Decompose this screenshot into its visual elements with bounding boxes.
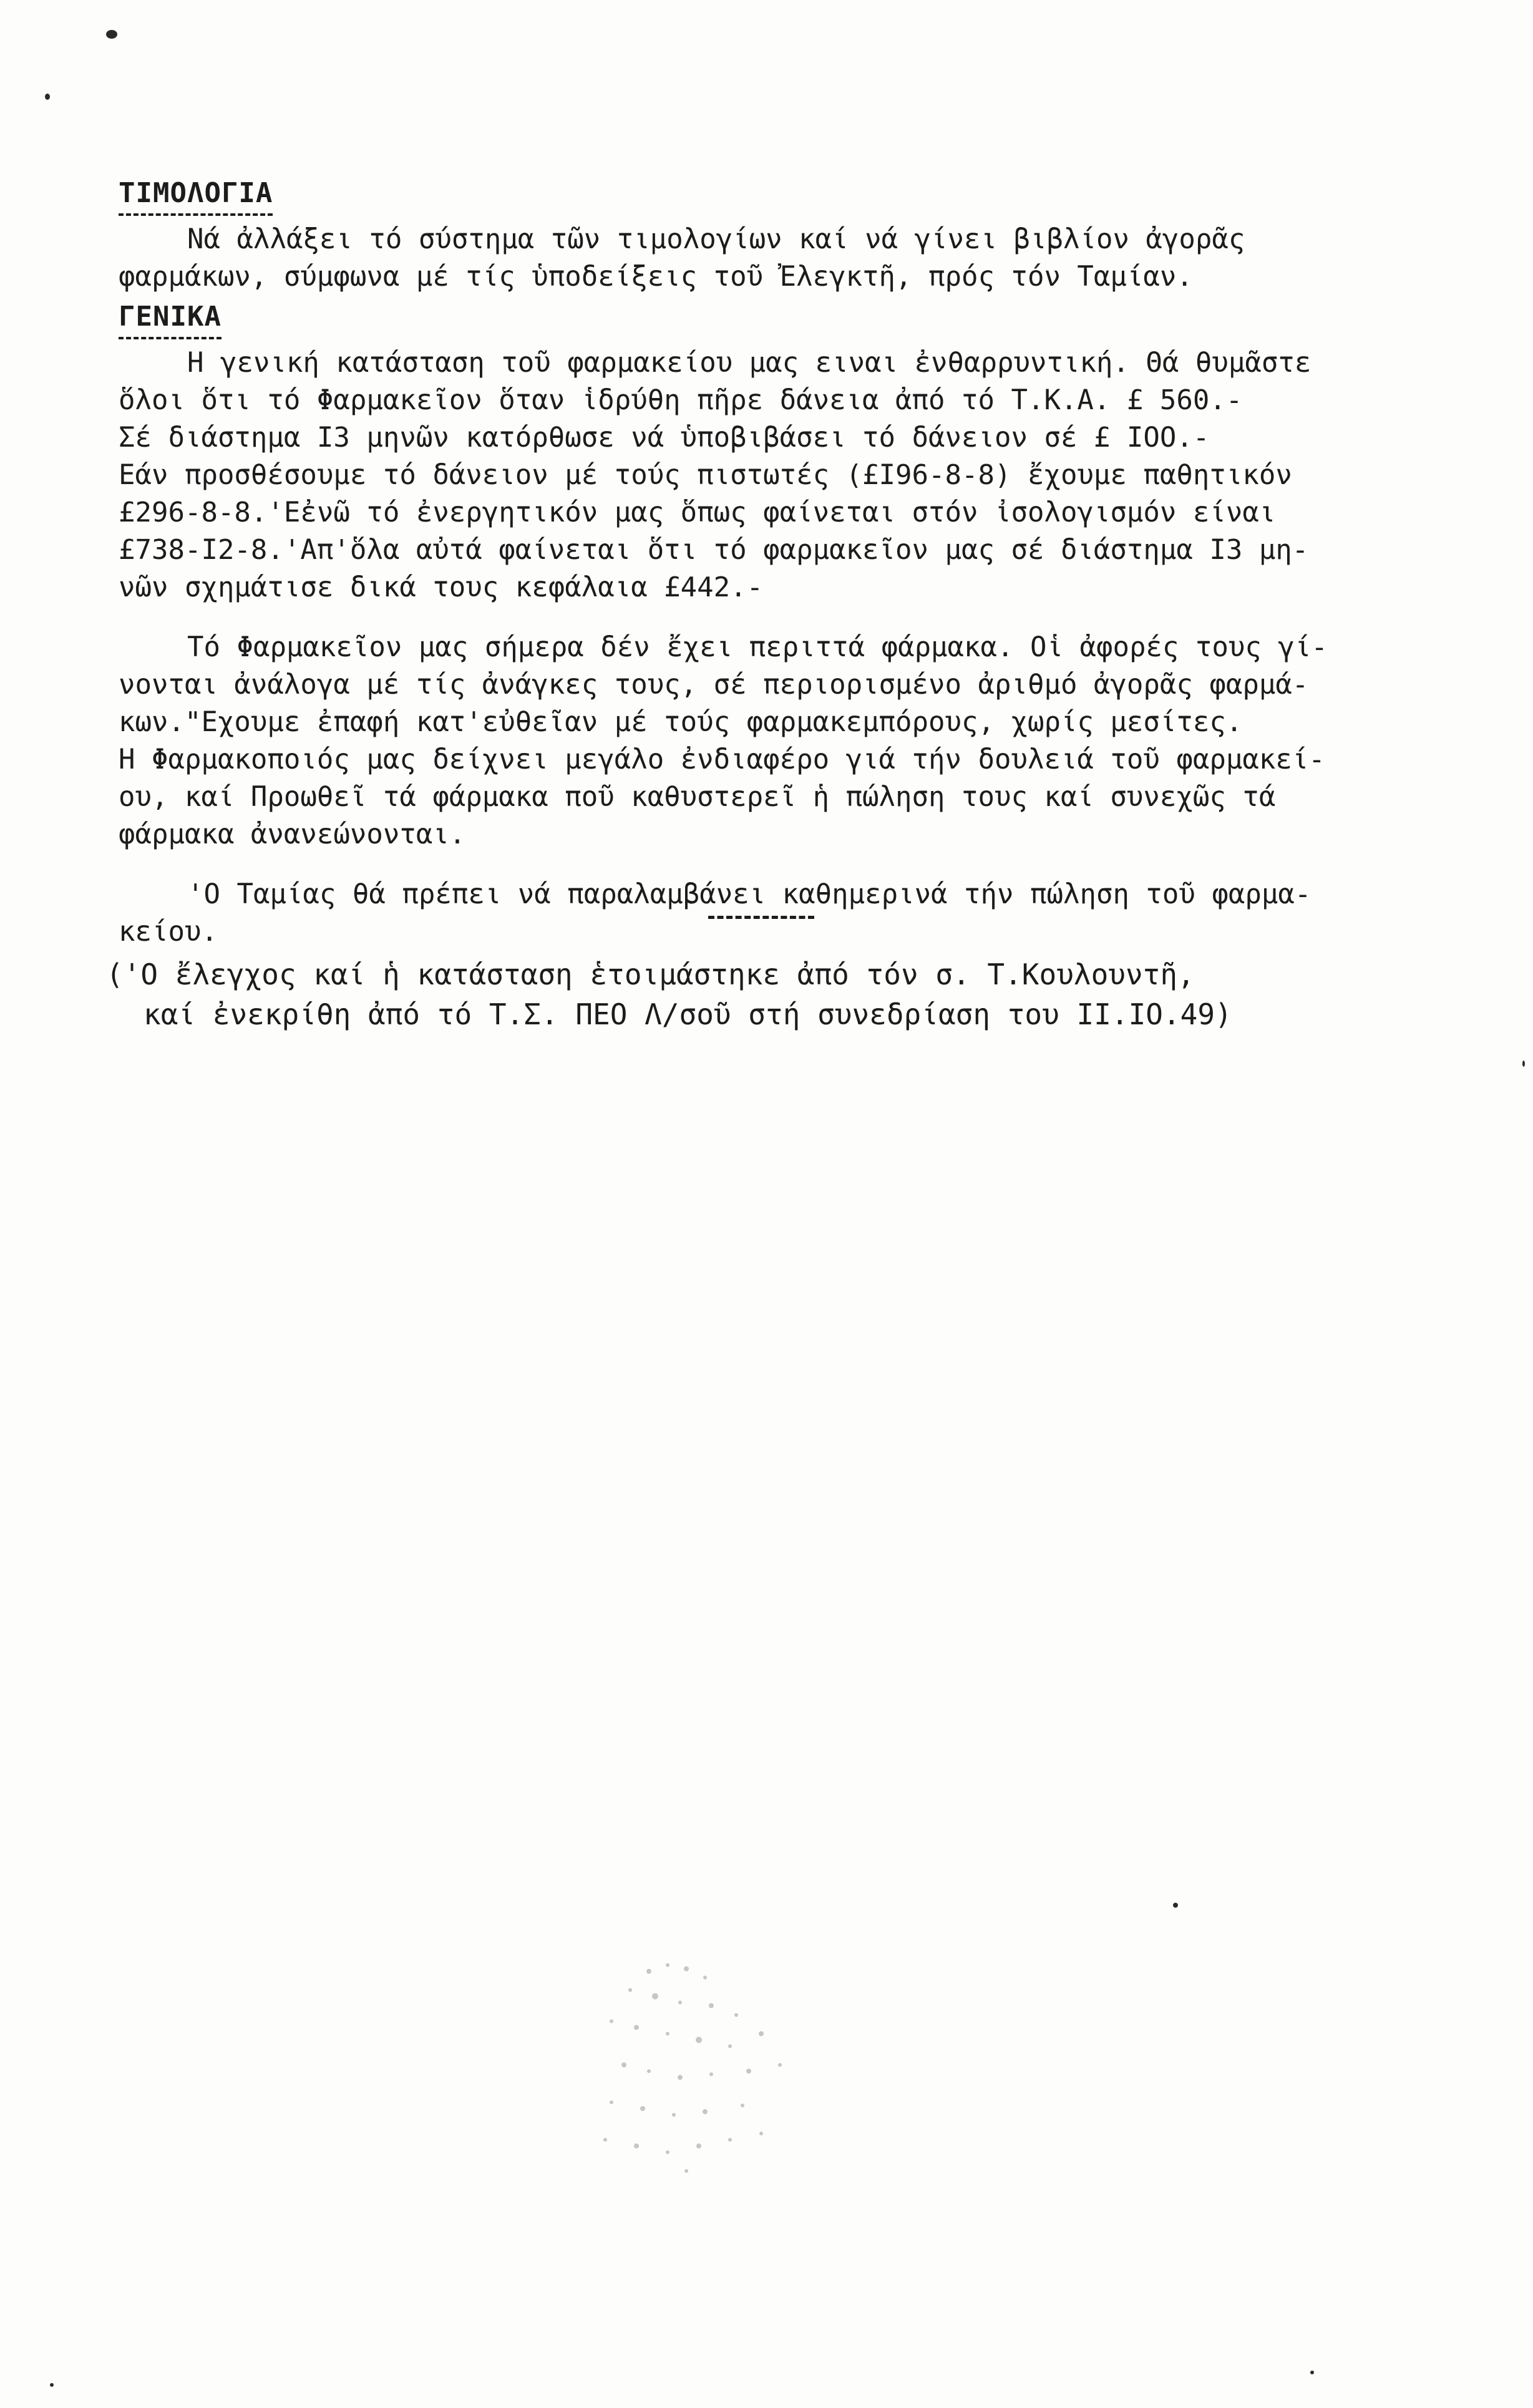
faded-stamp-mark <box>574 1946 836 2196</box>
text-line: Νά ἀλλάξει τό σύστημα τῶν τιμολογίων καί νά γίνει βιβλίον ἀγορᾶς <box>187 223 1245 255</box>
text-line: ου, καί Προωθεῖ τά φάρμακα ποῦ καθυστερεῖ ἡ πώληση τους καί συνεχῶς τά <box>119 781 1276 813</box>
genika-paragraph-2 <box>119 629 1491 853</box>
text-line: ('Ο ἔλεγχος καί ἡ κατάσταση ἑτοιμάστηκε ἀπό τόν σ. Τ.Κουλουντῆ, <box>106 958 1195 991</box>
text-line: £296-8-8.'Εἐνῶ τό ἐνεργητικόν μας ὅπως φαίνεται στόν ἰσολογισμόν είναι <box>119 497 1276 528</box>
text-line: φάρμακα ἀνανεώνονται. <box>119 818 466 850</box>
text-line: κων."Εχουμε ἐπαφή κατ'εὐθεῖαν μέ τούς φαρμακεμπόρους, χωρίς μεσίτες. <box>119 706 1243 738</box>
scan-speck <box>1310 2371 1314 2374</box>
section-heading-timologia: ΤΙΜΟΛΟΓΙΑ <box>119 175 273 216</box>
text-line: φαρμάκων, σύμφωνα μέ τίς ὑποδείξεις τοῦ Ἐλεγκτῆ, πρός τόν Ταμίαν. <box>119 261 1193 293</box>
scan-speck <box>45 94 50 100</box>
document-body <box>119 175 1491 951</box>
text-line: Τό Φαρμακεῖον μας σήμερα δέν ἔχει περιττά φάρμακα. Οἱ ἀφορές τους γί- <box>187 631 1328 663</box>
text-line: νῶν σχημάτισε δικά τους κεφάλαια £442.- <box>119 571 764 603</box>
text-line: κείου. <box>119 916 218 948</box>
genika-paragraph-3 <box>119 876 1491 951</box>
text-line: Σέ διάστημα Ι3 μηνῶν κατόρθωσε νά ὑποβιβάσει τό δάνειον σέ £ ΙΟΟ.- <box>119 422 1210 454</box>
scan-speck <box>50 2383 54 2387</box>
scan-speck <box>106 30 117 39</box>
scan-speck <box>1522 1061 1525 1067</box>
scan-speck <box>1173 1903 1178 1908</box>
genika-paragraph-1 <box>119 344 1491 606</box>
text-line: Η γενική κατάσταση τοῦ φαρμακείου μας ειναι ἐνθαρρυντική. Θά θυμᾶστε <box>187 347 1312 379</box>
text-line: Εάν προσθέσουμε τό δάνειον μέ τούς πιστωτές (£Ι96-8-8) ἔχουμε παθητικόν <box>119 459 1292 491</box>
text-line: £738-Ι2-8.'Απ'ὅλα αὐτά φαίνεται ὅτι τό φαρμακεῖον μας σέ διάστημα Ι3 μη- <box>119 534 1309 566</box>
text-line: νονται ἀνάλογα μέ τίς ἀνάγκες τους, σέ περιορισμένο ἀριθμό ἀγορᾶς φαρμά- <box>119 669 1309 701</box>
text-line: 'Ο Ταμίας θά πρέπει νά παραλαμβάνει καθημερινά τήν πώληση τοῦ φαρμα- <box>187 878 1312 910</box>
section-heading-genika: ΓΕΝΙΚΑ <box>119 298 221 339</box>
text-line: ὅλοι ὅτι τό Φαρμακεῖον ὅταν ἱδρύθη πῆρε δάνεια ἀπό τό Τ.Κ.Α. £ 560.- <box>119 384 1243 416</box>
approval-note <box>106 954 1232 1034</box>
text-line: Η Φαρμακοποιός μας δείχνει μεγάλο ἐνδιαφέρο γιά τήν δουλειά τοῦ φαρμακεί- <box>119 744 1325 775</box>
section-separator <box>708 916 814 919</box>
timologia-paragraph <box>119 221 1491 296</box>
text-line: καί ἐνεκρίθη ἀπό τό Τ.Σ. ΠΕΟ Λ/σοῦ στή συνεδρίαση του ΙΙ.ΙΟ.49) <box>144 998 1232 1031</box>
